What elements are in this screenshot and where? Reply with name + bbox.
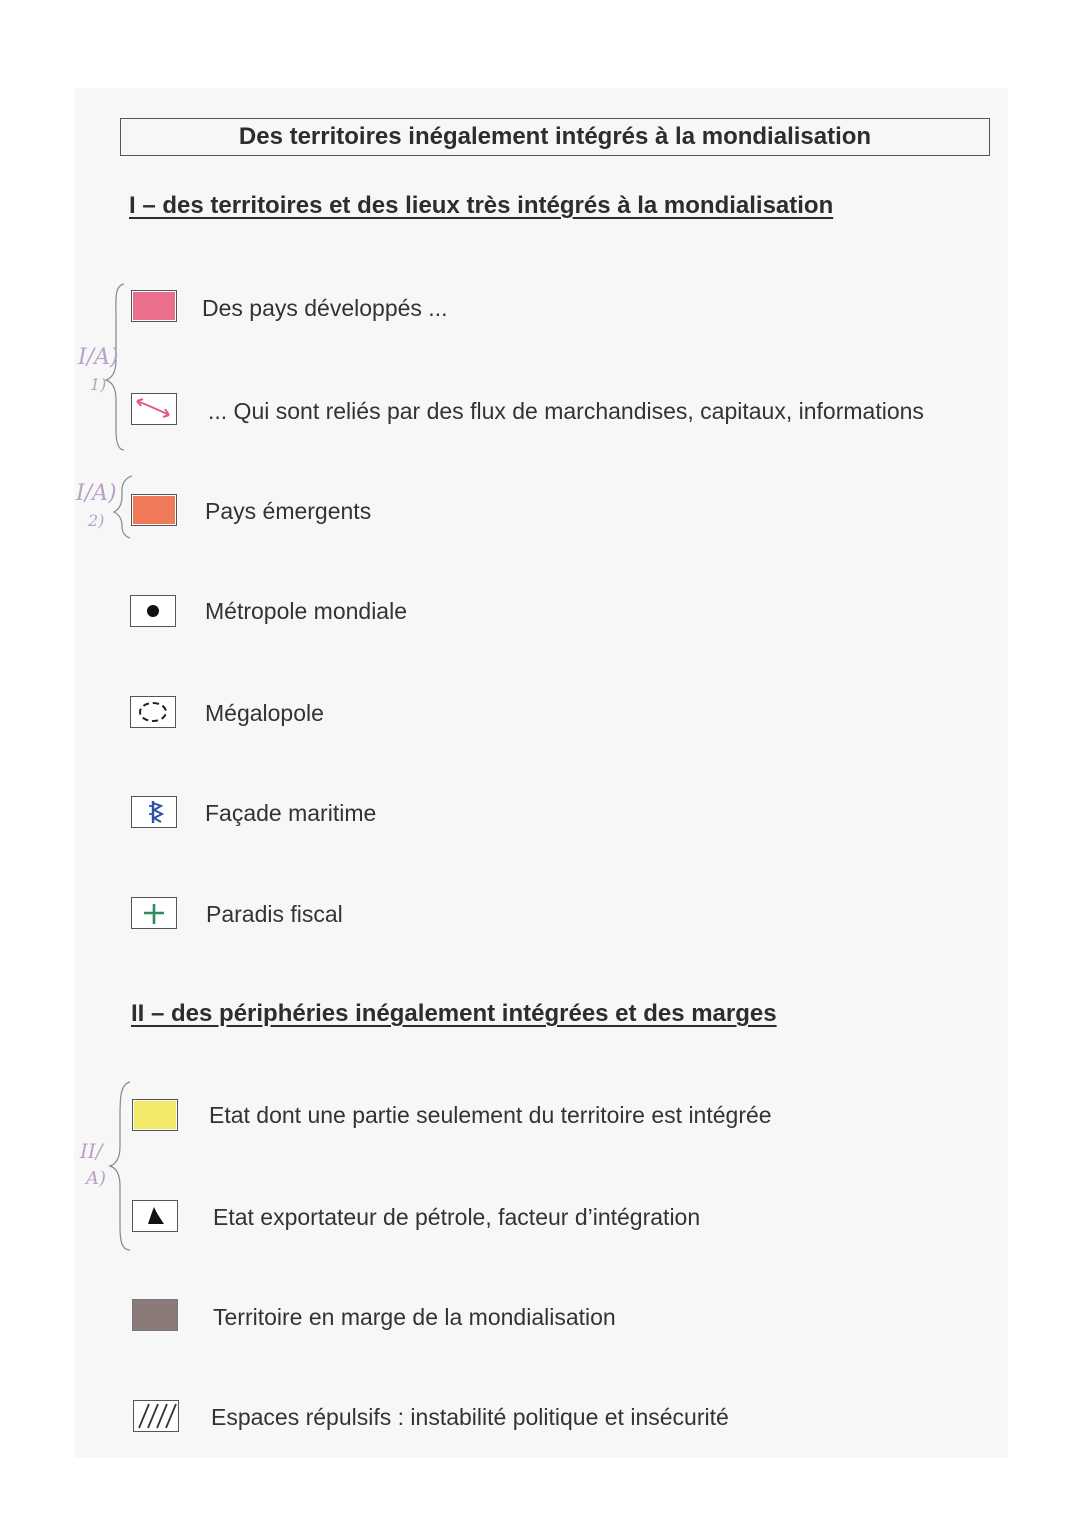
section-heading-1: I – des territoires et des lieux très intégrés à la mondialisation <box>129 192 834 219</box>
legend-label: Espaces répulsifs : instabilité politique et insécurité <box>211 1404 729 1430</box>
black-dot-icon <box>130 595 176 627</box>
legend-row-facade <box>0 796 1080 836</box>
hatching-icon <box>133 1400 179 1432</box>
legend-row-repulsive <box>0 1400 1080 1440</box>
legend-row-tax-haven <box>0 897 1080 937</box>
yellow-area-icon <box>132 1099 178 1131</box>
orange-area-icon <box>131 494 177 526</box>
legend-label: Façade maritime <box>205 800 377 826</box>
pink-area-icon <box>131 290 177 322</box>
legend-row-flows <box>0 393 1080 433</box>
svg-text:I/A): I/A) <box>78 345 119 370</box>
legend-label: Mégalopole <box>205 700 324 726</box>
document-title-text: Des territoires inégalement intégrés à la mondialisation <box>238 123 872 150</box>
svg-text:1): 1) <box>90 375 107 394</box>
document-title <box>120 118 990 156</box>
brown-area-icon <box>132 1299 178 1331</box>
legend-row-partial-state <box>0 1099 1080 1139</box>
green-plus-icon <box>131 897 177 929</box>
legend-row-megalopole <box>0 696 1080 736</box>
legend-row-emerging <box>0 494 1080 534</box>
legend-label: Etat dont une partie seulement du territoire est intégrée <box>209 1102 772 1128</box>
legend-label: Paradis fiscal <box>206 901 343 927</box>
legend-row-margin <box>0 1299 1080 1339</box>
black-triangle-icon <box>132 1200 178 1232</box>
section-heading-2: II – des périphéries inégalement intégrées et des marges <box>131 1000 777 1027</box>
legend-row-developed <box>0 290 1080 330</box>
legend-label: Des pays développés ... <box>202 295 448 321</box>
legend-label: Territoire en marge de la mondialisation <box>213 1304 616 1330</box>
svg-text:II/: II/ <box>80 1139 103 1163</box>
legend-label: Pays émergents <box>205 498 372 524</box>
svg-text:I/A): I/A) <box>76 481 117 506</box>
legend-label: ... Qui sont reliés par des flux de marchandises, capitaux, informations <box>208 398 924 424</box>
flow-arrow-icon <box>131 393 177 425</box>
legend-label: Etat exportateur de pétrole, facteur d’intégration <box>213 1204 701 1230</box>
dashed-circle-icon <box>130 696 176 728</box>
legend-row-metropole <box>0 595 1080 635</box>
comb-line-icon <box>131 796 177 828</box>
svg-text:A): A) <box>86 1168 107 1189</box>
svg-text:2): 2) <box>88 511 105 530</box>
legend-row-oil <box>0 1200 1080 1240</box>
legend-label: Métropole mondiale <box>205 598 408 624</box>
